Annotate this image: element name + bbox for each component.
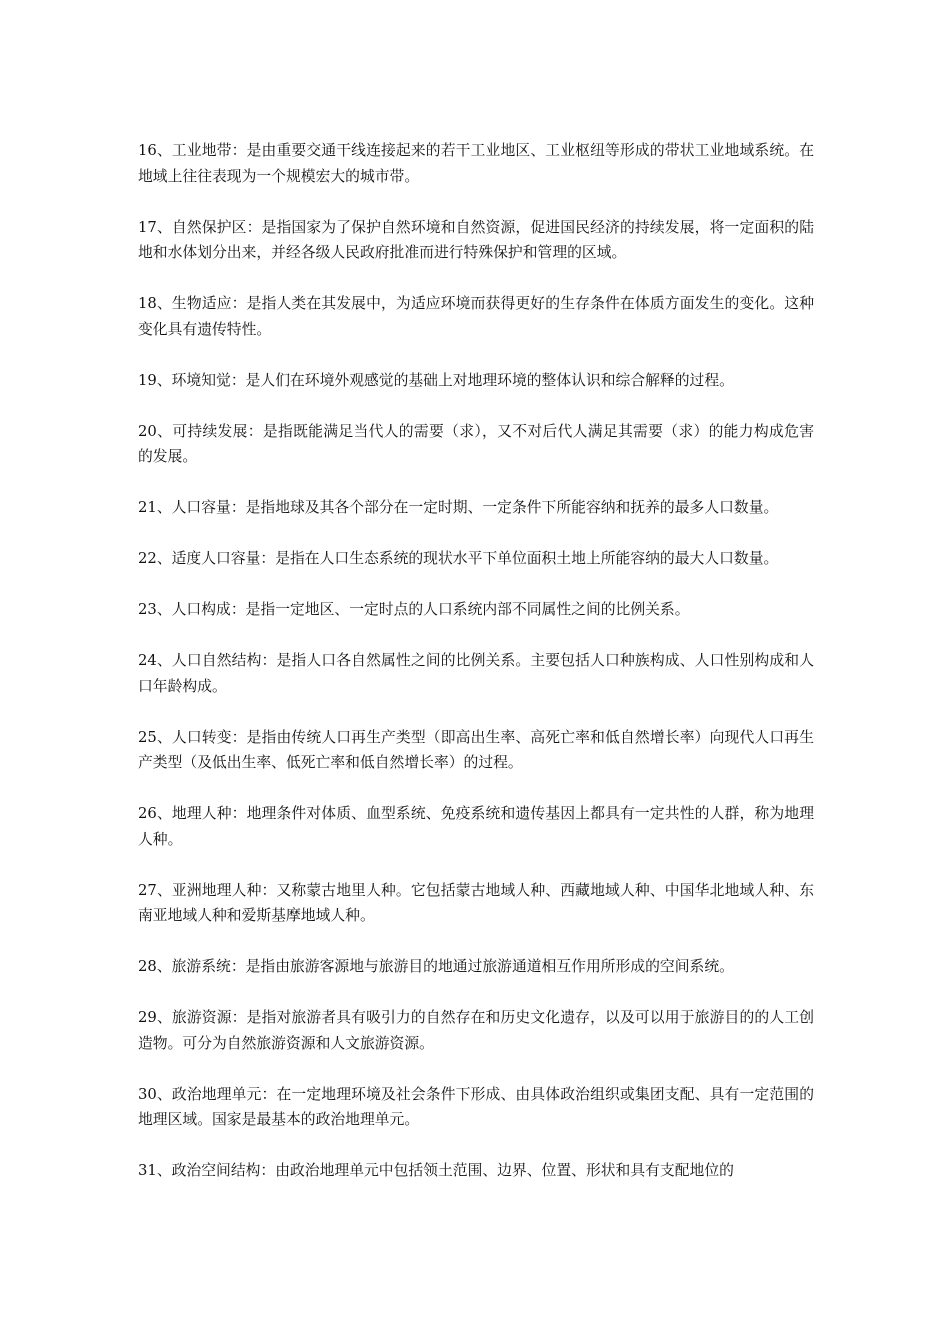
term-entry-28: 28、旅游系统：是指由旅游客源地与旅游目的地通过旅游通道相互作用所形成的空间系统。 [138, 958, 734, 975]
term-entry-25: 25、人口转变：是指由传统人口再生产类型（即高出生率、高死亡率和低自然增长率）向现代人口再生产类型（及低出生率、低死亡率和低自然增长率）的过程。 [138, 728, 814, 771]
term-entry-31: 31、政治空间结构：由政治地理单元中包括领土范围、边界、位置、形状和具有支配地位的 [138, 1162, 734, 1179]
term-entry-21: 21、人口容量：是指地球及其各个部分在一定时期、一定条件下所能容纳和抚养的最多人口数量。 [138, 499, 779, 516]
document-page [138, 138, 814, 1209]
term-entry-16: 16、工业地带：是由重要交通干线连接起来的若干工业地区、工业枢纽等形成的带状工业地域系统。在地域上往往表现为一个规模宏大的城市带。 [138, 142, 814, 185]
term-entry-17: 17、自然保护区：是指国家为了保护自然环境和自然资源，促进国民经济的持续发展，将一定面积的陆地和水体划分出来，并经各级人民政府批准而进行特殊保护和管理的区域。 [138, 218, 814, 261]
term-entry-19: 19、环境知觉：是人们在环境外观感觉的基础上对地理环境的整体认识和综合解释的过程。 [138, 371, 734, 389]
term-entry-18: 18、生物适应：是指人类在其发展中，为适应环境而获得更好的生存条件在体质方面发生的变化。这种变化具有遗传特性。 [138, 295, 814, 338]
term-entry-22: 22、适度人口容量：是指在人口生态系统的现状水平下单位面积土地上所能容纳的最大人口数量。 [138, 550, 779, 567]
term-entry-27: 27、亚洲地理人种：又称蒙古地里人种。它包括蒙古地域人种、西藏地域人种、中国华北地域人种、东南亚地域人种和爱斯基摩地域人种。 [138, 881, 814, 924]
term-entry-29: 29、旅游资源：是指对旅游者具有吸引力的自然存在和历史文化遗存，以及可以用于旅游目的的人工创造物。可分为自然旅游资源和人文旅游资源。 [138, 1009, 814, 1052]
term-entry-20: 20、可持续发展：是指既能满足当代人的需要（求），又不对后代人满足其需要（求）的能力构成危害的发展。 [138, 422, 814, 465]
term-entry-26: 26、地理人种：地理条件对体质、血型系统、免疫系统和遗传基因上都具有一定共性的人群，称为地理人种。 [138, 805, 814, 848]
term-entry-23: 23、人口构成：是指一定地区、一定时点的人口系统内部不同属性之间的比例关系。 [138, 601, 690, 618]
term-entry-24: 24、人口自然结构：是指人口各自然属性之间的比例关系。主要包括人口种族构成、人口性别构成和人口年龄构成。 [138, 652, 814, 695]
term-entry-30: 30、政治地理单元：在一定地理环境及社会条件下形成、由具体政治组织或集团支配、具有一定范围的地理区域。国家是最基本的政治地理单元。 [138, 1085, 814, 1128]
